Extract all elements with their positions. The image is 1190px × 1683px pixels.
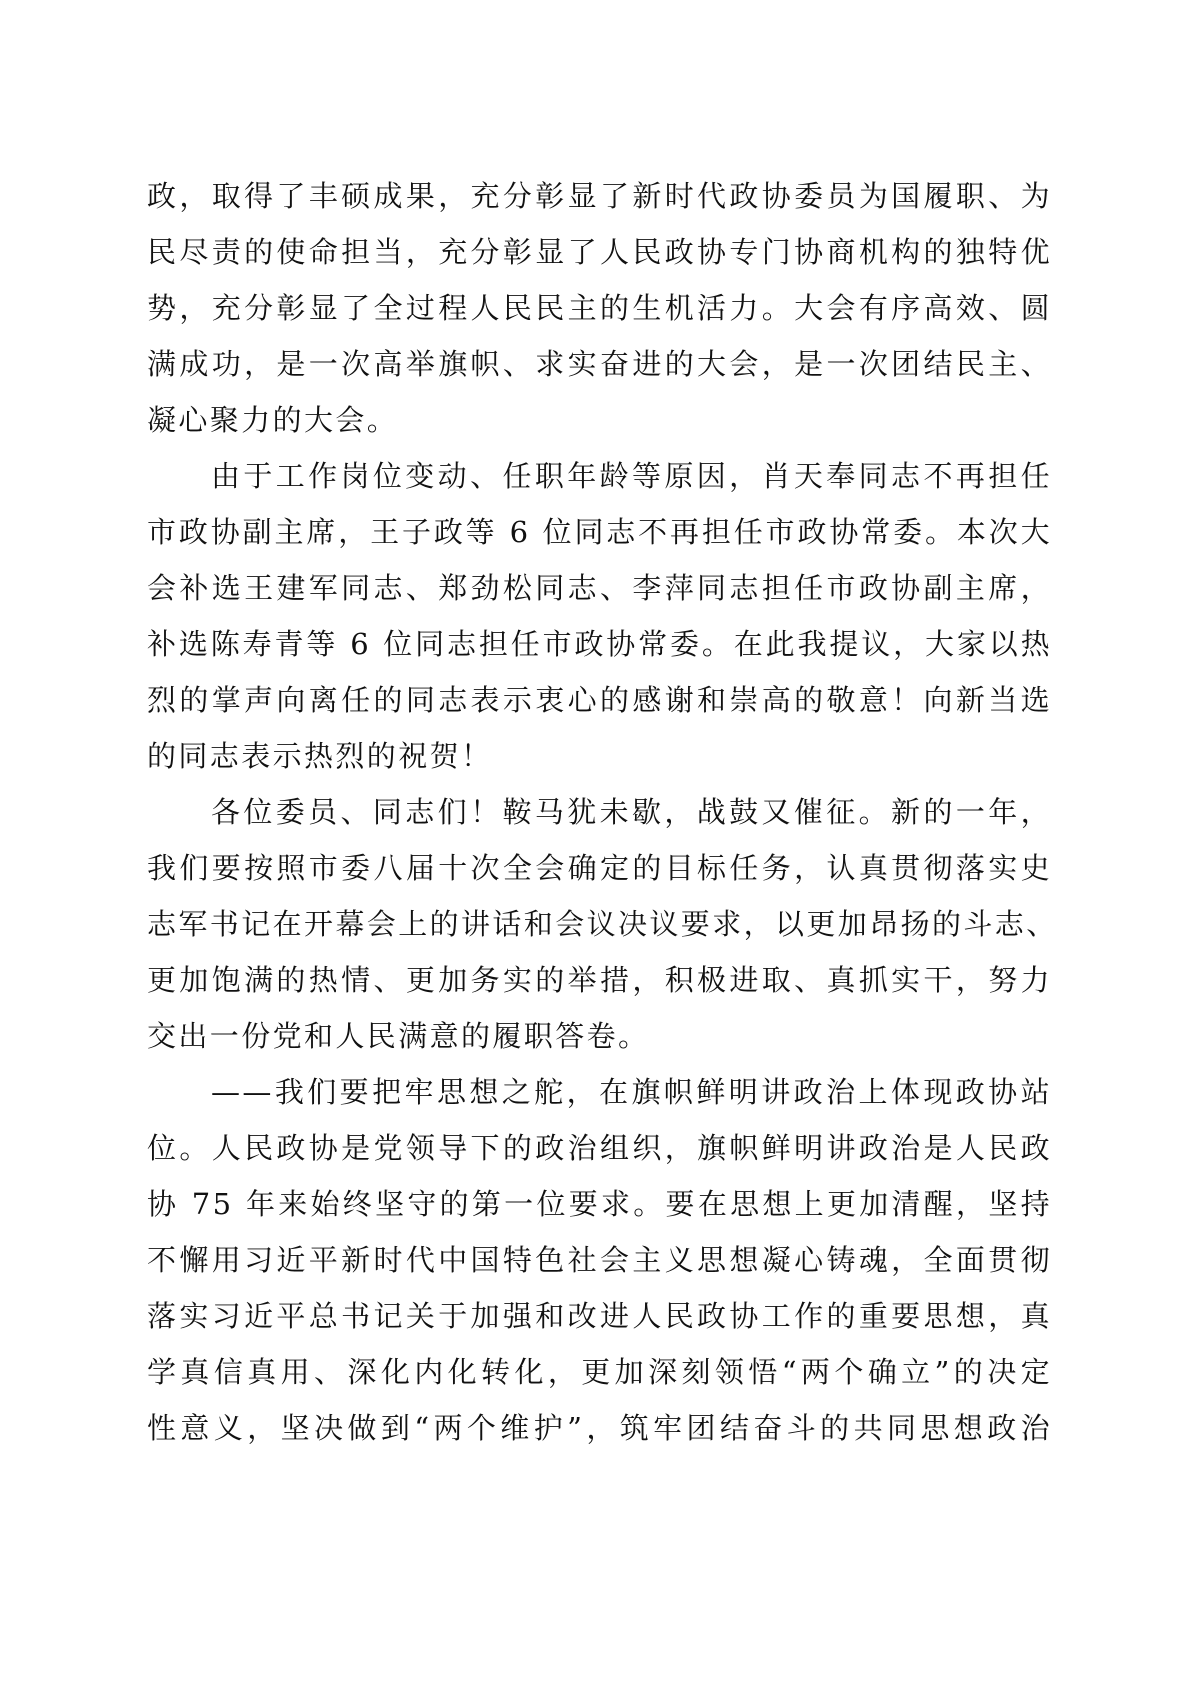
text-line: 政，取得了丰硕成果，充分彰显了新时代政协委员为国履职、为 bbox=[147, 179, 1052, 213]
text-line: 市政协副主席，王子政等 6 位同志不再担任市政协常委。本次大 bbox=[147, 515, 1052, 549]
body-text bbox=[147, 168, 1058, 1456]
text-line: 烈的掌声向离任的同志表示衷心的感谢和崇高的敬意！向新当选 bbox=[147, 683, 1052, 717]
text-line: 补选陈寿青等 6 位同志担任市政协常委。在此我提议，大家以热 bbox=[147, 627, 1052, 661]
text-line: 满成功，是一次高举旗帜、求实奋进的大会，是一次团结民主、 bbox=[147, 347, 1052, 381]
text-line: 凝心聚力的大会。 bbox=[147, 403, 399, 437]
text-line: 更加饱满的热情、更加务实的举措，积极进取、真抓实干，努力 bbox=[147, 963, 1052, 997]
paragraph-first-line: 由于工作岗位变动、任职年龄等原因，肖天奉同志不再担任 bbox=[211, 459, 1052, 493]
text-line: 不懈用习近平新时代中国特色社会主义思想凝心铸魂，全面贯彻 bbox=[147, 1243, 1052, 1277]
text-line: 势，充分彰显了全过程人民民主的生机活力。大会有序高效、圆 bbox=[147, 291, 1052, 325]
text-line: 位。人民政协是党领导下的政治组织，旗帜鲜明讲政治是人民政 bbox=[147, 1131, 1052, 1165]
text-line: 性意义，坚决做到“两个维护”，筑牢团结奋斗的共同思想政治 bbox=[147, 1411, 1052, 1445]
text-line: 协 75 年来始终坚守的第一位要求。要在思想上更加清醒，坚持 bbox=[147, 1187, 1052, 1221]
text-line: 会补选王建军同志、郑劲松同志、李萍同志担任市政协副主席， bbox=[147, 571, 1052, 605]
text-line: 志军书记在开幕会上的讲话和会议决议要求，以更加昂扬的斗志、 bbox=[147, 907, 1058, 941]
paragraph-first-line: 各位委员、同志们！鞍马犹未歇，战鼓又催征。新的一年， bbox=[211, 795, 1052, 829]
text-line: 我们要按照市委八届十次全会确定的目标任务，认真贯彻落实史 bbox=[147, 851, 1052, 885]
text-line: 落实习近平总书记关于加强和改进人民政协工作的重要思想，真 bbox=[147, 1299, 1052, 1333]
text-line: 交出一份党和人民满意的履职答卷。 bbox=[147, 1019, 650, 1053]
text-line: 学真信真用、深化内化转化，更加深刻领悟“两个确立”的决定 bbox=[147, 1355, 1052, 1389]
text-line: 的同志表示热烈的祝贺！ bbox=[147, 739, 493, 773]
text-line: 民尽责的使命担当，充分彰显了人民政协专门协商机构的独特优 bbox=[147, 235, 1052, 269]
paragraph-first-line: ——我们要把牢思想之舵，在旗帜鲜明讲政治上体现政协站 bbox=[211, 1075, 1052, 1109]
